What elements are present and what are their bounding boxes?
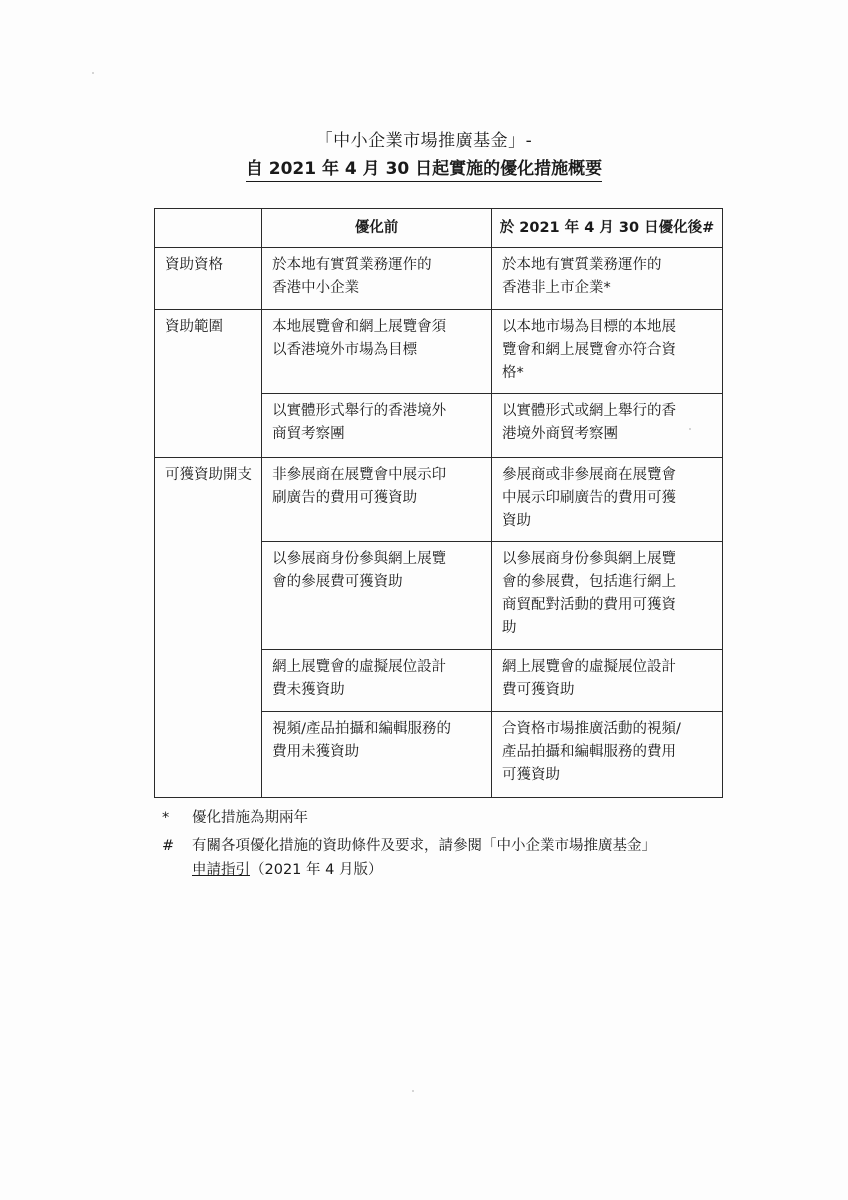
footnote-body <box>192 834 742 882</box>
scan-speck <box>412 1090 414 1092</box>
header-after: 於 2021 年 4 月 30 日優化後# <box>492 209 723 248</box>
row-after: 合資格市場推廣活動的視頻/ 產品拍攝和編輯服務的費用 可獲資助 <box>492 712 723 798</box>
header-before: 優化前 <box>262 209 492 248</box>
row-after: 於本地有實質業務運作的 香港非上市企業* <box>492 248 723 310</box>
title-fund-name: 「中小企業市場推廣基金」- <box>315 131 533 151</box>
scan-speck <box>92 72 94 74</box>
row-category: 可獲資助開支 <box>155 458 262 798</box>
row-category: 資助範圍 <box>155 310 262 458</box>
footnote-hash <box>162 834 742 882</box>
table-row <box>155 248 723 310</box>
row-before: 於本地有實質業務運作的 香港中小企業 <box>262 248 492 310</box>
row-after: 參展商或非參展商在展覽會 中展示印刷廣告的費用可獲 資助 <box>492 458 723 542</box>
application-guide-link[interactable]: 申請指引 <box>192 862 250 878</box>
row-category: 資助資格 <box>155 248 262 310</box>
row-before: 本地展覽會和網上展覽會須 以香港境外市場為目標 <box>262 310 492 394</box>
footnote-text: 有關各項優化措施的資助條件及要求，請參閱「中小企業市場推廣基金」 <box>192 838 656 854</box>
table-row <box>155 310 723 394</box>
scan-speck <box>689 428 691 430</box>
row-after: 以本地市場為目標的本地展 覽會和網上展覽會亦符合資 格* <box>492 310 723 394</box>
table-header-row <box>155 209 723 248</box>
footnote-asterisk <box>162 806 742 830</box>
footnotes <box>162 806 742 882</box>
row-after: 以實體形式或網上舉行的香 港境外商貿考察團 <box>492 394 723 458</box>
table-row <box>155 458 723 542</box>
title-summary-heading: 自 2021 年 4 月 30 日起實施的優化措施概要 <box>246 158 602 182</box>
footnote-text: 優化措施為期兩年 <box>192 810 308 826</box>
footnote-suffix: （2021 年 4 月版） <box>250 862 383 878</box>
row-after: 以參展商身份參與網上展覽 會的參展費，包括進行網上 商貿配對活動的費用可獲資 助 <box>492 542 723 650</box>
row-before: 網上展覽會的虛擬展位設計 費未獲資助 <box>262 650 492 712</box>
row-after: 網上展覽會的虛擬展位設計 費可獲資助 <box>492 650 723 712</box>
row-before: 以實體形式舉行的香港境外 商貿考察團 <box>262 394 492 458</box>
document-title <box>0 130 848 182</box>
footnote-mark: # <box>162 838 175 854</box>
row-before: 非參展商在展覽會中展示印 刷廣告的費用可獲資助 <box>262 458 492 542</box>
row-before: 視頻/產品拍攝和編輯服務的 費用未獲資助 <box>262 712 492 798</box>
row-before: 以參展商身份參與網上展覽 會的參展費可獲資助 <box>262 542 492 650</box>
header-category <box>155 209 262 248</box>
enhancement-summary-table <box>154 208 723 798</box>
footnote-mark: * <box>162 810 170 826</box>
